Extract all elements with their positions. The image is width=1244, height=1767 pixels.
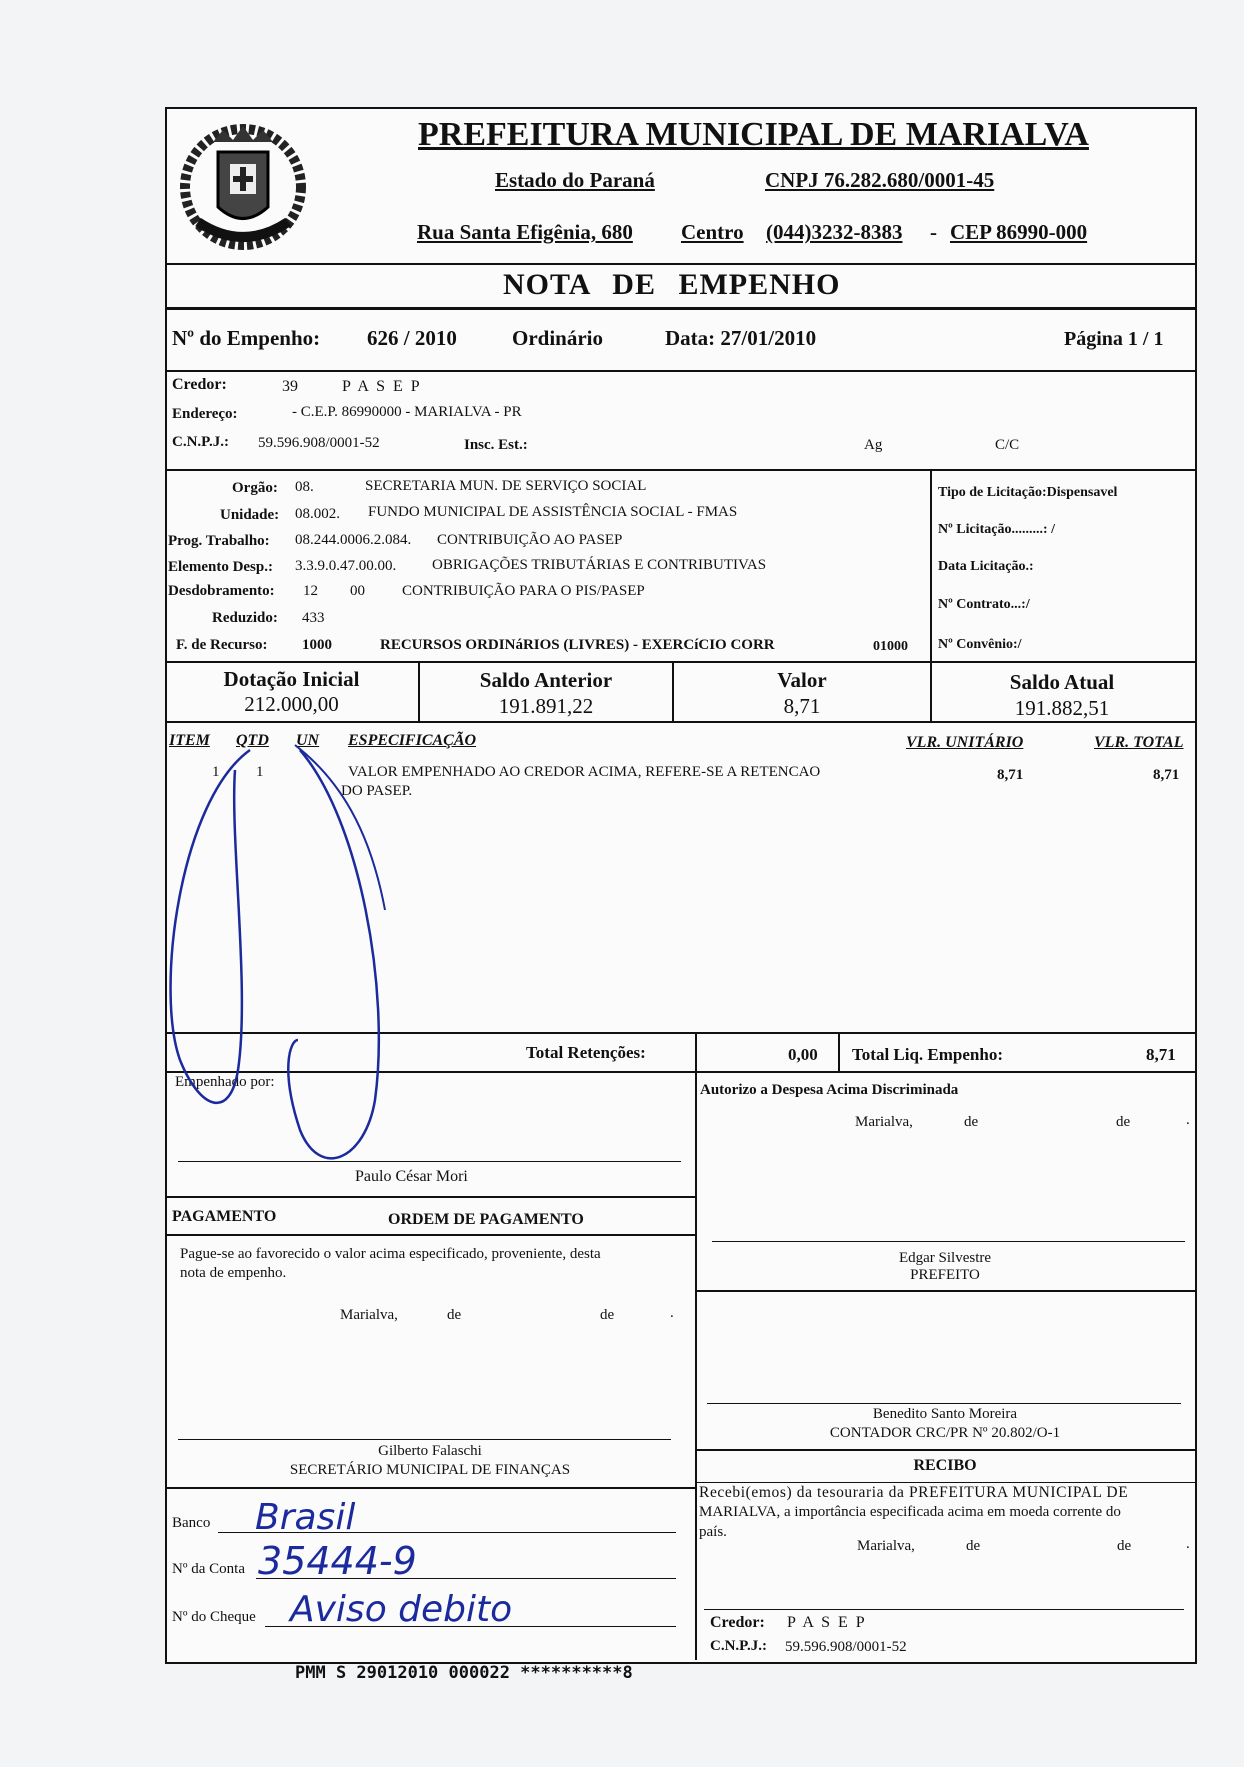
divider [695,1032,697,1072]
recibo-text-line2: MARIALVA, a importância especificada acima em moeda corrente do [699,1504,1121,1520]
valor-label: Valor [777,668,827,692]
cep-label: CEP 86990-000 [950,220,1088,244]
total-retencoes-label: Total Retenções: [526,1043,646,1062]
recibo-de-1: de [966,1538,981,1554]
recurso-desc: RECURSOS ORDINáRIOS (LIVRES) - EXERCíCIO CORR [380,637,775,653]
pagamento-text-line2: nota de empenho. [180,1265,287,1281]
recurso-number: 01000 [873,639,908,654]
unidade-label: Unidade: [220,507,280,523]
address-label: Endereço: [172,406,238,422]
cnpj-label: CNPJ 76.282.680/0001-45 [765,168,995,192]
desdobramento-label: Desdobramento: [168,583,275,599]
ordem-pagamento-label: ORDEM DE PAGAMENTO [388,1211,584,1228]
prog-label: Prog. Trabalho: [168,533,270,549]
divider [165,721,1195,723]
recibo-text-line3: país. [699,1524,727,1540]
handwritten-signature-icon [160,740,480,1180]
column-especificacao: ESPECIFICAÇÃO [348,732,477,749]
elemento-label: Elemento Desp.: [168,559,273,575]
banco-label: Banco [172,1515,211,1531]
coat-of-arms-icon [168,112,318,262]
cheque-label: Nº do Cheque [172,1609,256,1625]
divider [165,469,1195,471]
licitacao-numero: Nº Licitação.........: / [938,522,1055,537]
saldo-atual-label: Saldo Atual [1009,670,1115,694]
unidade-desc: FUNDO MUNICIPAL DE ASSISTÊNCIA SOCIAL - FMAS [368,504,738,520]
divider [838,1032,840,1072]
conta-label: Nº da Conta [172,1561,245,1577]
saldo-anterior-label: Saldo Anterior [479,668,613,692]
account-label: C/C [995,437,1020,453]
saldo-anterior-value: 191.891,22 [498,694,594,718]
total-retencoes-value: 0,00 [788,1045,818,1064]
convenio-numero: Nº Convênio:/ [938,637,1022,652]
pagamento-de-2: de [600,1307,615,1323]
autorizo-de-2: de [1116,1114,1131,1130]
licitacao-tipo: Tipo de Licitação:Dispensavel [938,485,1118,500]
credor-name: P A S E P [342,378,422,395]
item-number: 1 [212,764,220,780]
divider [165,307,1195,310]
total-liquido-value: 8,71 [1146,1045,1176,1064]
signature-line [704,1609,1184,1610]
state-label: Estado do Paraná [495,168,655,192]
credor-code: 39 [282,378,298,395]
credor-address: - C.E.P. 86990000 - MARIALVA - PR [292,404,522,420]
empenho-number-label: Nº do Empenho: [172,326,321,350]
credor-label: Credor: [172,376,227,393]
total-liquido-label: Total Liq. Empenho: [852,1045,1003,1064]
item-qtd: 1 [256,764,264,780]
valor-value: 8,71 [783,694,821,718]
divider [165,1487,695,1489]
divider [165,1234,695,1236]
recibo-city: Marialva, [857,1538,915,1554]
licitacao-data: Data Licitação.: [938,559,1034,574]
agency-label: Ag [864,437,883,453]
elemento-code: 3.3.9.0.47.00.00. [295,558,397,574]
divider [165,1196,695,1198]
recibo-dot: . [1186,1536,1190,1552]
document-title: NOTA DE EMPENHO [503,268,841,301]
page-number: Página 1 / 1 [1064,328,1164,350]
desdobramento-a: 12 [303,583,318,599]
pagamento-label: PAGAMENTO [172,1208,277,1225]
prog-desc: CONTRIBUIÇÃO AO PASEP [437,532,623,548]
empenho-date: Data: 27/01/2010 [665,326,817,350]
item-desc-line2: DO PASEP. [341,783,413,799]
pagamento-text-line1: Pague-se ao favorecido o valor acima especificado, proveniente, desta [180,1246,601,1262]
recibo-text-line1: Recebi(emos) da tesouraria da PREFEITURA MUNICIPAL DE [699,1484,1129,1501]
empenho-type: Ordinário [512,326,604,350]
divider [695,1449,1195,1451]
recibo-cnpj-label: C.N.P.J.: [710,1638,767,1654]
column-unit-value: VLR. UNITÁRIO [906,734,1024,751]
secretario-cargo: SECRETÁRIO MUNICIPAL DE FINANÇAS [289,1462,571,1478]
autorizo-de-1: de [964,1114,979,1130]
item-total-value: 8,71 [1153,767,1180,783]
item-unit-value: 8,71 [997,767,1024,783]
empenhado-por-label: Empenhado por: [175,1074,275,1090]
phone-label: (044)3232-8383 [766,220,903,244]
recibo-de-2: de [1117,1538,1132,1554]
divider [695,1071,697,1660]
signature-line [178,1439,671,1440]
divider [695,1482,1195,1483]
autorizo-city: Marialva, [855,1114,913,1130]
orgao-desc: SECRETARIA MUN. DE SERVIÇO SOCIAL [365,478,647,494]
item-desc-line1: VALOR EMPENHADO AO CREDOR ACIMA, REFERE-SE A RETENCAO [348,764,821,780]
recurso-label: F. de Recurso: [176,637,268,653]
prog-code: 08.244.0006.2.084. [295,532,412,548]
conta-value[interactable]: 35444-9 [258,1539,417,1583]
recibo-title: RECIBO [913,1457,977,1474]
dotacao-label: Dotação Inicial [223,667,360,691]
credor-cnpj-label: C.N.P.J.: [172,434,229,450]
contrato-numero: Nº Contrato...:/ [938,597,1030,612]
secretario-nome: Gilberto Falaschi [378,1443,482,1459]
district-label: Centro [681,220,744,244]
recurso-code: 1000 [302,637,332,653]
prefeito-nome: Edgar Silvestre [898,1250,992,1266]
unidade-code: 08.002. [295,506,340,522]
signature-line [707,1403,1181,1404]
recibo-credor: P A S E P [787,1614,867,1631]
pagamento-dot: . [670,1305,674,1321]
empenhado-nome: Paulo César Mori [355,1168,468,1185]
column-un: UN [296,732,320,749]
pagamento-de-1: de [447,1307,462,1323]
street-label: Rua Santa Efigênia, 680 [417,220,633,244]
divider [930,469,932,662]
autorizo-dot: . [1186,1112,1190,1128]
divider [165,263,1195,265]
empenho-number: 626 / 2010 [367,326,457,350]
column-qtd: QTD [236,732,269,749]
orgao-code: 08. [295,479,314,495]
desdobramento-desc: CONTRIBUIÇÃO PARA O PIS/PASEP [402,583,645,599]
divider [165,661,1195,663]
elemento-desc: OBRIGAÇÕES TRIBUTÁRIAS E CONTRIBUTIVAS [432,557,767,573]
recibo-credor-label: Credor: [710,1614,765,1631]
orgao-label: Orgão: [232,480,278,496]
credor-cnpj: 59.596.908/0001-52 [258,435,380,451]
pagamento-city: Marialva, [340,1307,398,1323]
divider [165,370,1195,372]
insc-est-label: Insc. Est.: [464,437,528,453]
prefeitura-title: PREFEITURA MUNICIPAL DE MARIALVA [418,116,1089,153]
reduzido-code: 433 [302,610,325,626]
recibo-cnpj: 59.596.908/0001-52 [785,1639,907,1655]
contador-cargo: CONTADOR CRC/PR Nº 20.802/O-1 [829,1425,1061,1441]
footer-code: PMM S 29012010 000022 **********8 [295,1663,633,1683]
saldo-atual-value: 191.882,51 [1014,696,1110,720]
signature-line [712,1241,1185,1242]
autorizo-label: Autorizo a Despesa Acima Discriminada [700,1082,959,1098]
prefeito-cargo: PREFEITO [910,1267,980,1283]
dash-separator: - [930,220,937,244]
contador-nome: Benedito Santo Moreira [872,1406,1018,1422]
desdobramento-b: 00 [350,583,365,599]
column-item: ITEM [169,732,210,749]
dotacao-value: 212.000,00 [244,692,339,716]
divider [695,1290,1195,1292]
reduzido-label: Reduzido: [212,610,278,626]
cheque-value[interactable]: Aviso debito [290,1589,513,1630]
column-total-value: VLR. TOTAL [1094,734,1184,751]
banco-value[interactable]: Brasil [255,1497,356,1538]
